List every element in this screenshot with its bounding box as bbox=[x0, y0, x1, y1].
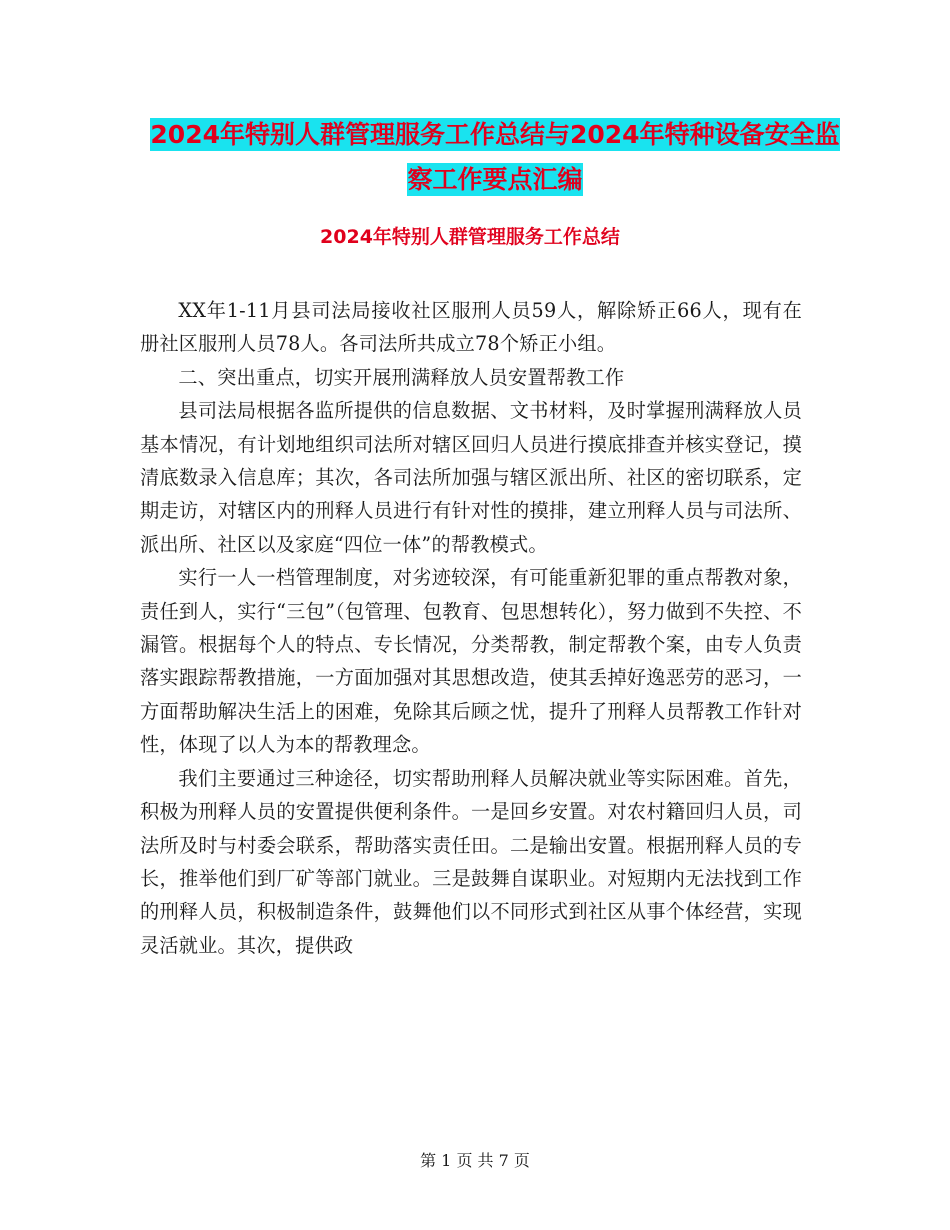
paragraph: 实行一人一档管理制度，对劣迹较深，有可能重新犯罪的重点帮教对象，责任到人，实行“三包”（包管理、包教育、包思想转化），努力做到不失控、不漏管。根据每个人的特点、专长情况，分类帮教，制定帮教个案，由专人负责落实跟踪帮教措施，一方面加强对其思想改造，使其丢掉好逸恶劳的恶习，一方面帮助解决生活上的困难，免除其后顾之忧，提升了刑释人员帮教工作针对性，体现了以人为本的帮教理念。 bbox=[140, 566, 802, 757]
paragraph: XX年1-11月县司法局接收社区服刑人员59人，解除矫正66人，现有在册社区服刑人员78人。各司法所共成立78个矫正小组。 bbox=[140, 299, 802, 356]
document-body bbox=[140, 294, 802, 962]
document-main-title bbox=[150, 112, 840, 202]
main-title-highlight: 2024年特别人群管理服务工作总结与2024年特种设备安全监察工作要点汇编 bbox=[150, 120, 840, 194]
paragraph: 二、突出重点，切实开展刑满释放人员安置帮教工作 bbox=[178, 365, 625, 389]
paragraph: 我们主要通过三种途径，切实帮助刑释人员解决就业等实际困难。首先，积极为刑释人员的安置提供便利条件。一是回乡安置。对农村籍回归人员，司法所及时与村委会联系，帮助落实责任田。二是输出安置。根据刑释人员的专长，推举他们到厂矿等部门就业。三是鼓舞自谋职业。对短期内无法找到工作的刑释人员，积极制造条件，鼓舞他们以不同形式到社区从事个体经营，实现灵活就业。其次，提供政 bbox=[140, 766, 802, 957]
section-title: 2024年特别人群管理服务工作总结 bbox=[320, 226, 620, 248]
page-footer: 第 1 页 共 7 页 bbox=[420, 1151, 530, 1170]
paragraph: 县司法局根据各监所提供的信息数据、文书材料，及时掌握刑满释放人员基本情况，有计划地组织司法所对辖区回归人员进行摸底排查并核实登记，摸清底数录入信息库；其次，各司法所加强与辖区派出所、社区的密切联系，定期走访，对辖区内的刑释人员进行有针对性的摸排，建立刑释人员与司法所、派出所、社区以及家庭“四位一体”的帮教模式。 bbox=[140, 399, 802, 556]
